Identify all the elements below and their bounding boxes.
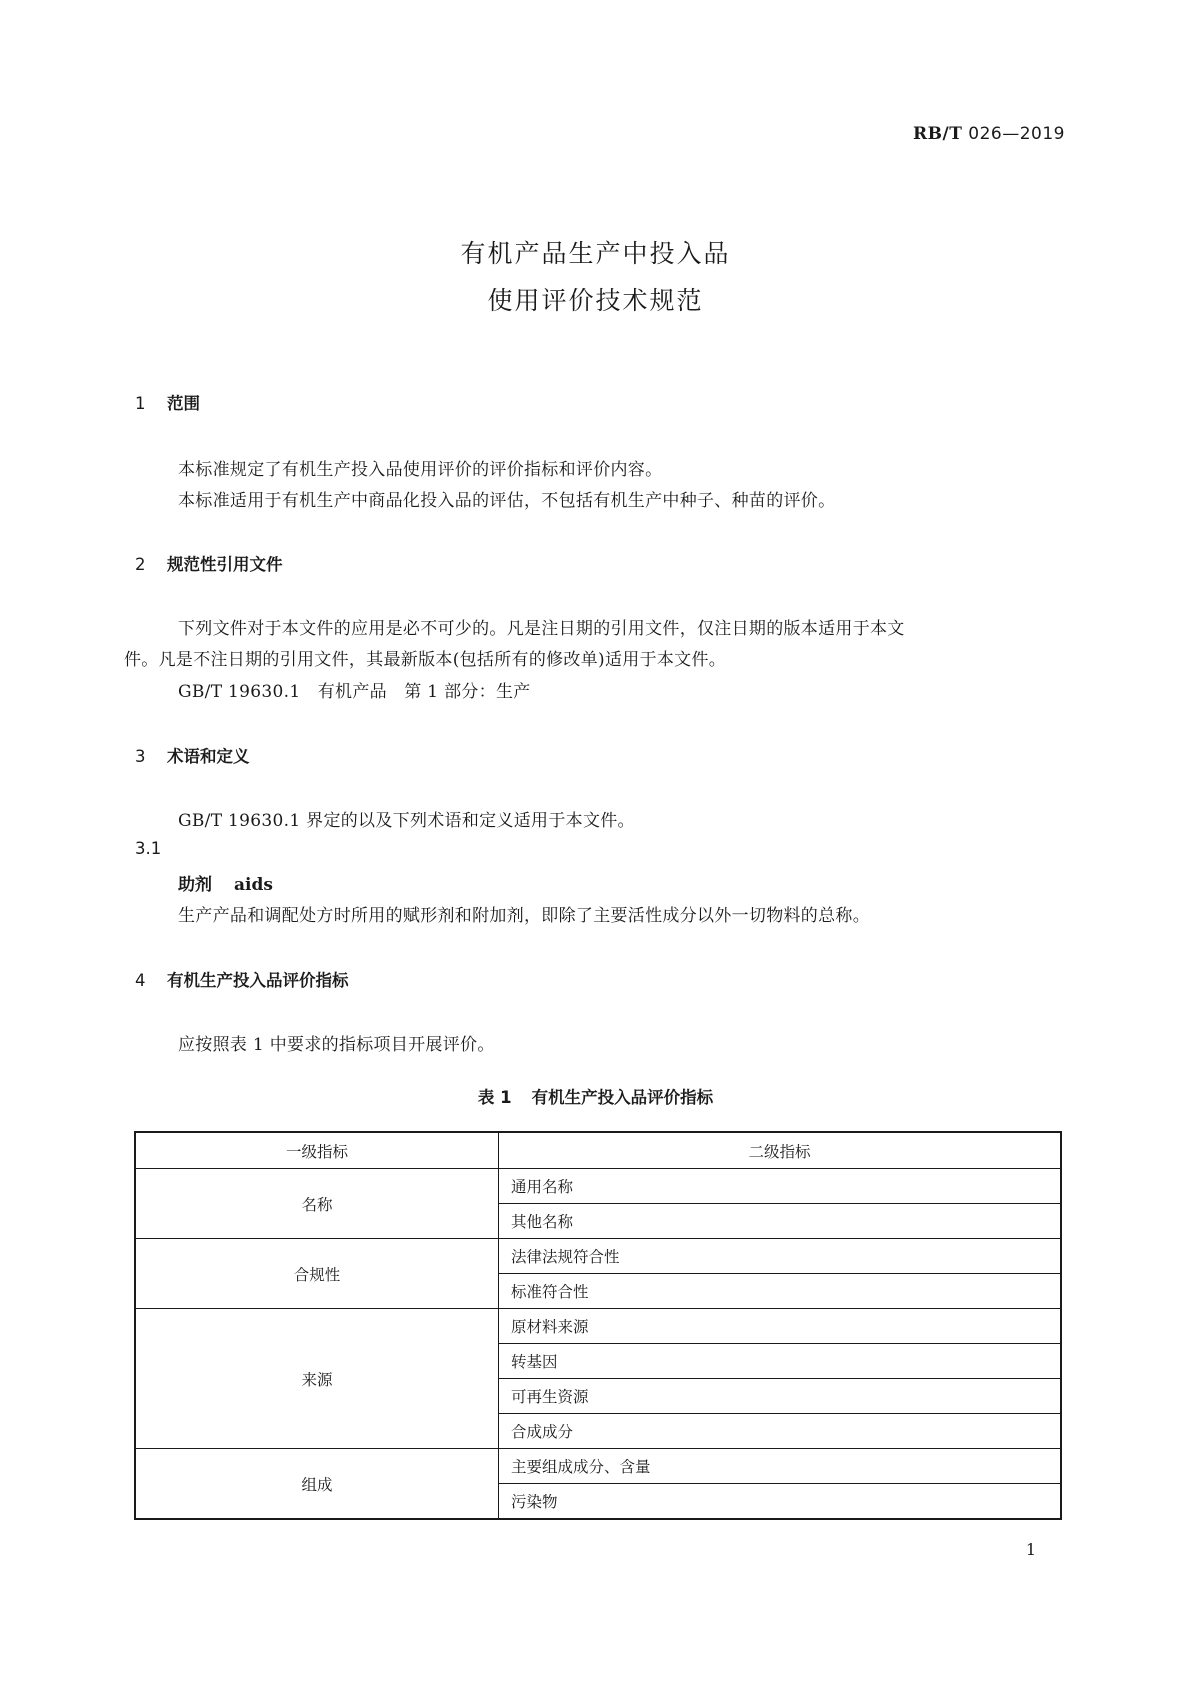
section-2-paragraph-line-2: 件。凡是不注日期的引用文件，其最新版本(包括所有的修改单)适用于本文件。: [124, 650, 727, 670]
section-number: 4: [135, 971, 146, 990]
level-2-cell: 通用名称: [499, 1169, 1062, 1204]
level-2-cell: 转基因: [499, 1344, 1062, 1379]
table-caption-title: 有机生产投入品评价指标: [531, 1088, 714, 1107]
table-row: [135, 1169, 1061, 1204]
term-chinese: 助剂: [178, 875, 212, 895]
page-number: 1: [1025, 1540, 1036, 1559]
level-2-cell: 法律法规符合性: [499, 1239, 1062, 1274]
subsection-number: 3.1: [135, 839, 162, 858]
section-3-paragraph-1: GB/T 19630.1 界定的以及下列术语和定义适用于本文件。: [178, 811, 635, 831]
normative-reference: GB/T 19630.1 有机产品 第 1 部分：生产: [178, 682, 531, 702]
table-row: [135, 1239, 1061, 1274]
section-title: 规范性引用文件: [167, 555, 283, 574]
term-definition: 生产产品和调配处方时所用的赋形剂和附加剂，即除了主要活性成分以外一切物料的总称。: [178, 906, 870, 926]
level-1-cell: 名称: [135, 1169, 499, 1239]
section-number: 2: [135, 555, 146, 574]
header-level-2: 二级指标: [499, 1132, 1062, 1169]
document-title-line-2: 使用评价技术规范: [487, 286, 704, 315]
term-english: aids: [234, 875, 273, 895]
section-4-paragraph-1: 应按照表 1 中要求的指标项目开展评价。: [178, 1035, 495, 1055]
section-title: 有机生产投入品评价指标: [167, 971, 349, 990]
section-1-heading: [135, 390, 200, 414]
section-title: 术语和定义: [167, 747, 250, 766]
level-2-cell: 原材料来源: [499, 1309, 1062, 1344]
evaluation-index-table: [134, 1131, 1062, 1520]
level-2-cell: 标准符合性: [499, 1274, 1062, 1309]
level-2-cell: 可再生资源: [499, 1379, 1062, 1414]
table-header-row: [135, 1132, 1061, 1169]
section-1-paragraph-2: 本标准适用于有机生产中商品化投入品的评估，不包括有机生产中种子、种苗的评价。: [178, 491, 836, 511]
level-1-cell: 组成: [135, 1449, 499, 1520]
header-level-1: 一级指标: [135, 1132, 499, 1169]
table-row: [135, 1309, 1061, 1344]
section-1-paragraph-1: 本标准规定了有机生产投入品使用评价的评价指标和评价内容。: [178, 460, 663, 480]
section-number: 3: [135, 747, 146, 766]
table-caption-label: 表 1: [477, 1088, 512, 1107]
section-title: 范围: [167, 394, 200, 413]
section-2-heading: [135, 551, 283, 575]
level-2-cell: 污染物: [499, 1484, 1062, 1520]
section-2-paragraph-line-1: 下列文件对于本文件的应用是必不可少的。凡是注日期的引用文件，仅注日期的版本适用于本文: [178, 619, 905, 639]
section-4-heading: [135, 967, 349, 991]
level-2-cell: 主要组成成分、含量: [499, 1449, 1062, 1484]
level-2-cell: 其他名称: [499, 1204, 1062, 1239]
table-row: [135, 1449, 1061, 1484]
document-title-line-1: 有机产品生产中投入品: [460, 239, 731, 268]
level-1-cell: 来源: [135, 1309, 499, 1449]
section-3-heading: [135, 743, 250, 767]
standard-number: 026—2019: [968, 124, 1065, 144]
term-entry: [178, 870, 273, 895]
standard-prefix: RB/T: [913, 124, 963, 144]
standard-code: [913, 124, 1065, 144]
level-1-cell: 合规性: [135, 1239, 499, 1309]
level-2-cell: 合成成分: [499, 1414, 1062, 1449]
section-number: 1: [135, 394, 146, 413]
table-caption: [0, 1084, 1191, 1108]
